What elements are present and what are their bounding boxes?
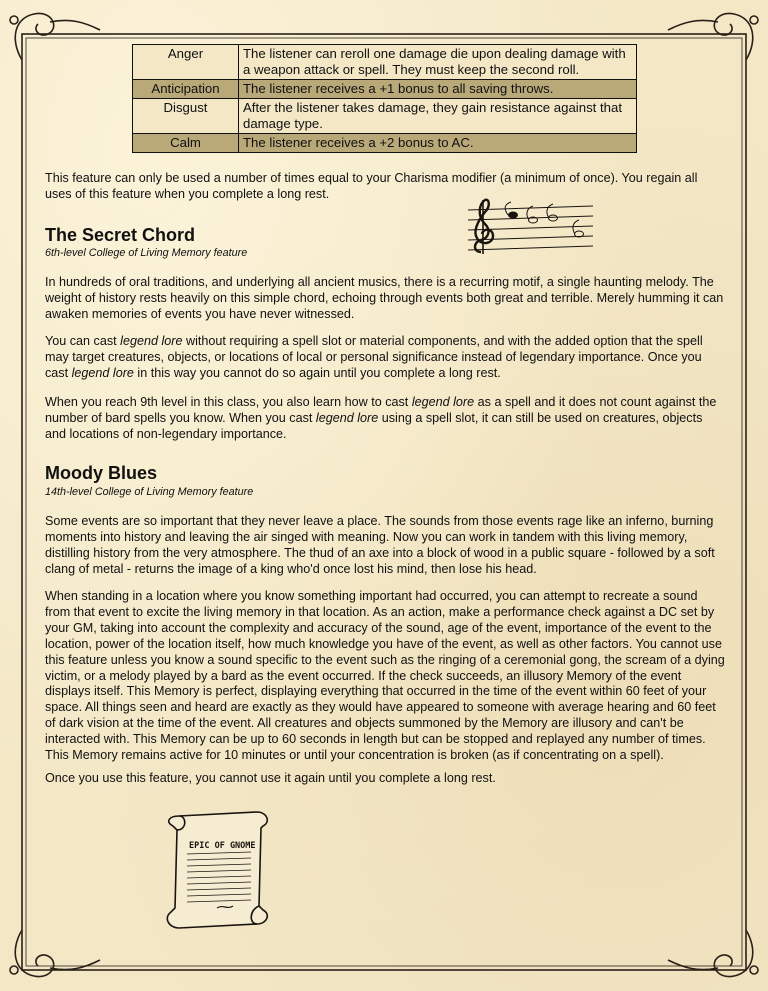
scroll-illustration [157, 806, 279, 930]
effect-cell: The listener receives a +1 bonus to all saving throws. [239, 80, 637, 99]
spell-name: legend lore [120, 334, 183, 348]
emotion-cell: Disgust [133, 99, 239, 134]
text-run: as a spell and it does not count against the number of bard spells you know. When you cast [45, 395, 717, 425]
table-row [133, 45, 637, 80]
emotion-cell: Anticipation [133, 80, 239, 99]
emotion-cell: Calm [133, 134, 239, 153]
moody-blues-subtitle: 14th-level College of Living Memory feature [45, 486, 254, 498]
moody-blues-p3: Once you use this feature, you cannot use it again until you complete a long rest. [45, 771, 496, 785]
moody-blues-p1: Some events are so important that they never leave a place. The sounds from those events rage like an inferno, burning moments into history and leaving the air singed with meaning. Now you can work in tandem with this living memory, distilling history from the very atmosphere. The thud of an axe into a block of wood in a public square - followed by a soft clang of metal - returns the image of a king who'd once lost his mind, then lose his head. [45, 514, 715, 576]
moody-blues-heading: Moody Blues [45, 463, 158, 483]
secret-chord-subtitle: 6th-level College of Living Memory feature [45, 247, 248, 259]
music-notes-icon [463, 196, 598, 254]
secret-chord-p1: In hundreds of oral traditions, and underlying all ancient musics, there is a recurring motif, a single haunting melody. The weight of history rests heavily on this simple chord, echoing through events both great and terrible. Merely humming it can awaken memories of events you have never witnessed. [45, 275, 724, 321]
table-row [133, 80, 637, 99]
emotion-cell: Anger [133, 45, 239, 80]
secret-chord-p2 [45, 334, 725, 382]
effect-cell: The listener can reroll one damage die upon dealing damage with a weapon attack or spell. They must keep the second roll. [239, 45, 637, 80]
uses-paragraph: This feature can only be used a number of times equal to your Charisma modifier (a minimum of once). You regain all uses of this feature when you complete a long rest. [45, 171, 698, 201]
spell-name: legend lore [71, 365, 134, 380]
secret-chord-heading: The Secret Chord [45, 225, 196, 245]
text-run: without requiring a spell slot or material components, and with the added option that the spell may target creatures, objects, or locations of local or personal significance instead of legendary importance. Once you cast [45, 334, 703, 380]
emotions-table [132, 44, 637, 153]
spell-name: legend lore [315, 410, 379, 425]
effect-cell: The listener receives a +2 bonus to AC. [239, 134, 637, 153]
spell-name: legend lore [411, 395, 475, 409]
moody-blues-p2: When standing in a location where you know something important had occurred, you can attempt to recreate a sound from that event to excite the living memory in that location. As an action, make a performance check against a DC set by your GM, taking into account the complexity and accuracy of the sound, age of the event, importance of the event to the location, power of the location itself, how much knowledge you have of the event, as well as other factors. You cannot use this feature unless you know a sound specific to the event such as the ringing of a ceremonial gong, the scream of a dying victim, or a melody played by a bard as the event occurred. If the check succeeds, an illusory Memory of the event displays itself. This Memory is perfect, displaying everything that occurred in the time of the event within 60 feet of your space. All things seen and heard are exactly as they would have appeared to someone with average hearing and 60 feet of dark vision at the time of the event. All creatures and objects summoned by the Memory are illusory and can't be interacted with. This Memory can be up to 60 seconds in length but can be stopped and replayed any number of times. This Memory remains active for 10 minutes or until your concentration is broken (as if concentrating on a spell). [45, 589, 725, 763]
text-run: You can cast [45, 334, 121, 348]
secret-chord-p3 [45, 395, 725, 443]
text-run: in this way you cannot do so again until you complete a long rest. [133, 365, 501, 380]
effect-cell: After the listener takes damage, they gain resistance against that damage type. [239, 99, 637, 134]
text-run: using a spell slot, it can still be used on creatures, objects and locations of non-legendary importance. [45, 410, 703, 441]
scroll-title: EPIC OF GNOME [189, 841, 256, 851]
table-row [133, 99, 637, 134]
text-run: When you reach 9th level in this class, you also learn how to cast [45, 395, 412, 409]
table-row [133, 134, 637, 153]
